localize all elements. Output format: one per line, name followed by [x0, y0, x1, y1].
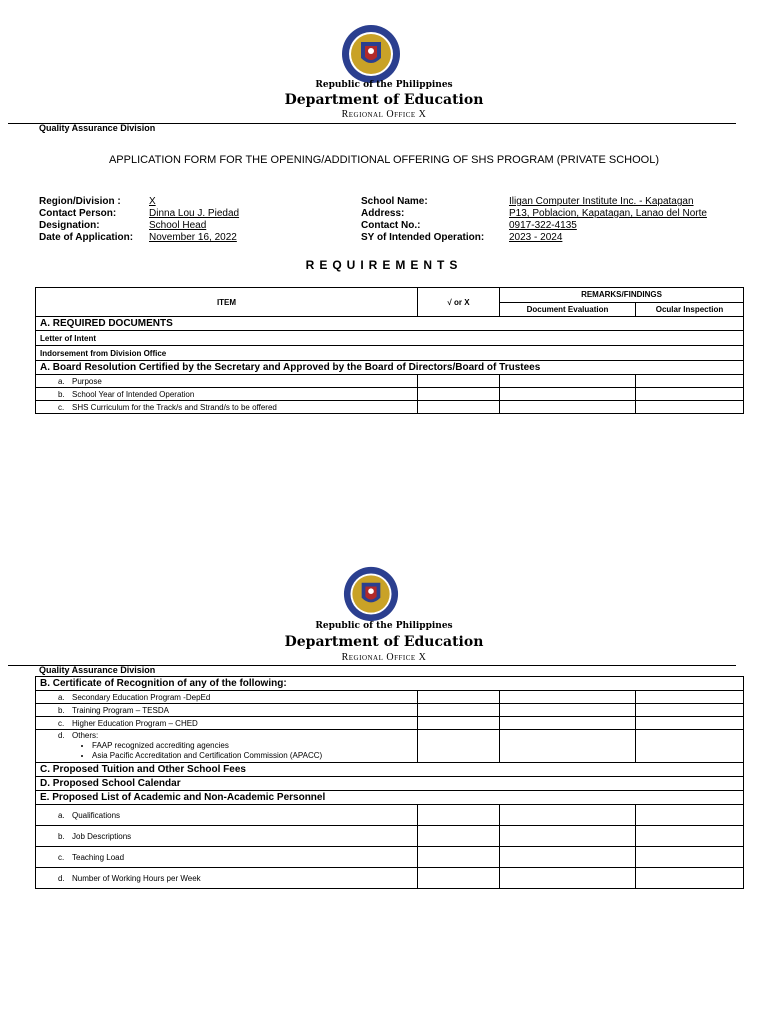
address-value: P13, Poblacion, Kapatagan, Lanao del Norte: [509, 208, 707, 219]
doc-eval-cell[interactable]: [500, 388, 636, 401]
table-row: [36, 317, 744, 331]
doc-eval-cell[interactable]: [500, 717, 636, 730]
item-text: SHS Curriculum for the Track/s and Strand/s to be offered: [72, 402, 277, 412]
ocular-cell[interactable]: [636, 826, 744, 847]
check-cell[interactable]: [418, 691, 500, 704]
item-index: c.: [58, 402, 65, 412]
address-label: Address:: [361, 208, 405, 219]
table-row: [36, 331, 744, 346]
doc-eval-cell[interactable]: [500, 401, 636, 414]
item-text: School Year of Intended Operation: [72, 389, 195, 399]
doc-eval-cell[interactable]: [500, 805, 636, 826]
table-row: [36, 777, 744, 791]
item-index: a.: [58, 810, 65, 820]
ocular-cell[interactable]: [636, 691, 744, 704]
contact-person-label: Contact Person:: [39, 208, 117, 219]
table-row: [36, 868, 744, 889]
doc-eval-cell[interactable]: [500, 868, 636, 889]
check-cell[interactable]: [418, 375, 500, 388]
table-row: [36, 346, 744, 361]
item-text: Secondary Education Program -DepEd: [72, 692, 211, 702]
ocular-cell[interactable]: [636, 375, 744, 388]
list-item: • Asia Pacific Accreditation and Certification Commission (APACC): [92, 751, 413, 761]
item-index: d.: [58, 731, 65, 740]
table-header-row: [36, 288, 744, 303]
doc-eval-cell[interactable]: [500, 704, 636, 717]
section-e-label: E. Proposed List of Academic and Non-Academic Personnel: [36, 791, 744, 805]
item-header: ITEM: [36, 288, 418, 317]
ocular-cell[interactable]: [636, 868, 744, 889]
item-text: Teaching Load: [72, 852, 125, 862]
item-text: Qualifications: [72, 810, 121, 820]
sy-label: SY of Intended Operation:: [361, 232, 485, 243]
item-text: Higher Education Program – CHED: [72, 718, 198, 728]
doc-eval-cell[interactable]: [500, 730, 636, 763]
remarks-header: REMARKS/FINDINGS: [500, 288, 744, 303]
item-cell: [36, 704, 418, 717]
others-list: [58, 741, 413, 761]
item-index: b.: [58, 705, 65, 715]
deped-seal-icon: [341, 24, 401, 84]
school-name-value: Iligan Computer Institute Inc. - Kapatagan: [509, 196, 694, 207]
section-d-label: D. Proposed School Calendar: [36, 777, 744, 791]
check-cell[interactable]: [418, 704, 500, 717]
item-text: Purpose: [72, 376, 102, 386]
ocular-cell[interactable]: [636, 730, 744, 763]
republic-heading: Republic of the Philippines: [315, 621, 453, 631]
doc-eval-cell[interactable]: [500, 826, 636, 847]
designation-label: Designation:: [39, 220, 100, 231]
republic-heading: Republic of the Philippines: [315, 80, 453, 90]
item-cell: [36, 868, 418, 889]
item-index: a.: [58, 376, 65, 386]
doc-eval-header: Document Evaluation: [500, 302, 636, 317]
doc-eval-cell[interactable]: [500, 847, 636, 868]
section-b-label: B. Certificate of Recognition of any of the following:: [36, 677, 744, 691]
section-c-label: C. Proposed Tuition and Other School Fees: [36, 763, 744, 777]
section-a-label: A. REQUIRED DOCUMENTS: [36, 317, 744, 331]
designation-value: School Head: [149, 220, 207, 231]
check-cell[interactable]: [418, 868, 500, 889]
contact-person-value: Dinna Lou J. Piedad: [149, 208, 240, 219]
item-index: c.: [58, 718, 65, 728]
sy-value: 2023 - 2024: [509, 232, 563, 243]
item-cell: [36, 805, 418, 826]
item-index: d.: [58, 873, 65, 883]
deped-seal-icon: [343, 566, 399, 622]
info-left: [39, 196, 359, 244]
item-index: b.: [58, 831, 65, 841]
contact-no-label: Contact No.:: [361, 220, 421, 231]
table-row: [36, 677, 744, 691]
requirements-table-1: [35, 287, 744, 414]
table-row: [36, 691, 744, 704]
doc-eval-cell[interactable]: [500, 375, 636, 388]
item-cell: [36, 388, 418, 401]
table-row: [36, 401, 744, 414]
item-cell: [36, 730, 418, 763]
check-cell[interactable]: [418, 847, 500, 868]
requirements-heading: REQUIREMENTS: [305, 258, 463, 272]
table-row: [36, 826, 744, 847]
regional-office: Regional Office X: [341, 652, 427, 663]
item-index: a.: [58, 692, 65, 702]
check-cell[interactable]: [418, 730, 500, 763]
table-row: [36, 375, 744, 388]
ocular-cell[interactable]: [636, 847, 744, 868]
check-cell[interactable]: [418, 717, 500, 730]
doc-eval-cell[interactable]: [500, 691, 636, 704]
ocular-cell[interactable]: [636, 805, 744, 826]
department-heading: Department of Education: [284, 92, 484, 108]
ocular-cell[interactable]: [636, 388, 744, 401]
department-heading: Department of Education: [284, 634, 484, 650]
school-name-label: School Name:: [361, 196, 428, 207]
ocular-cell[interactable]: [636, 717, 744, 730]
date-label: Date of Application:: [39, 232, 134, 243]
item-text: Number of Working Hours per Week: [72, 873, 201, 883]
table-row: [36, 704, 744, 717]
table-row: [36, 717, 744, 730]
item-cell: [36, 826, 418, 847]
table-row: [36, 847, 744, 868]
regional-office: Regional Office X: [341, 109, 427, 120]
date-value: November 16, 2022: [149, 232, 237, 243]
region-value: X: [149, 196, 156, 207]
info-right: [361, 196, 741, 244]
division-label: Quality Assurance Division: [39, 665, 156, 675]
table-row: [36, 730, 744, 763]
check-cell[interactable]: [418, 401, 500, 414]
check-cell[interactable]: [418, 805, 500, 826]
region-label: Region/Division :: [39, 196, 121, 207]
check-header: √ or X: [418, 288, 500, 317]
item-cell: [36, 847, 418, 868]
check-cell[interactable]: [418, 826, 500, 847]
item-cell: [36, 401, 418, 414]
item-cell: [36, 691, 418, 704]
check-cell[interactable]: [418, 388, 500, 401]
contact-no-value: 0917-322-4135: [509, 220, 577, 231]
requirements-table-2: [35, 676, 744, 889]
item-text: Others:: [72, 731, 99, 740]
item-text: Job Descriptions: [72, 831, 132, 841]
division-label: Quality Assurance Division: [39, 123, 156, 133]
letter-of-intent: Letter of Intent: [36, 331, 744, 346]
ocular-cell[interactable]: [636, 401, 744, 414]
item-cell: [36, 717, 418, 730]
item-cell: [36, 375, 418, 388]
list-item: • FAAP recognized accrediting agencies: [92, 741, 413, 751]
item-index: b.: [58, 389, 65, 399]
ocular-cell[interactable]: [636, 704, 744, 717]
table-row: [36, 388, 744, 401]
item-text: Training Program – TESDA: [72, 705, 169, 715]
item-index: c.: [58, 852, 65, 862]
table-row: [36, 361, 744, 375]
table-row: [36, 763, 744, 777]
indorsement: Indorsement from Division Office: [36, 346, 744, 361]
form-title: APPLICATION FORM FOR THE OPENING/ADDITIONAL OFFERING OF SHS PROGRAM (PRIVATE SCHOOL): [108, 154, 660, 166]
table-row: [36, 805, 744, 826]
board-resolution-label: A. Board Resolution Certified by the Secretary and Approved by the Board of Directors/Board of Trustees: [36, 361, 744, 375]
table-row: [36, 791, 744, 805]
ocular-header: Ocular Inspection: [636, 302, 744, 317]
